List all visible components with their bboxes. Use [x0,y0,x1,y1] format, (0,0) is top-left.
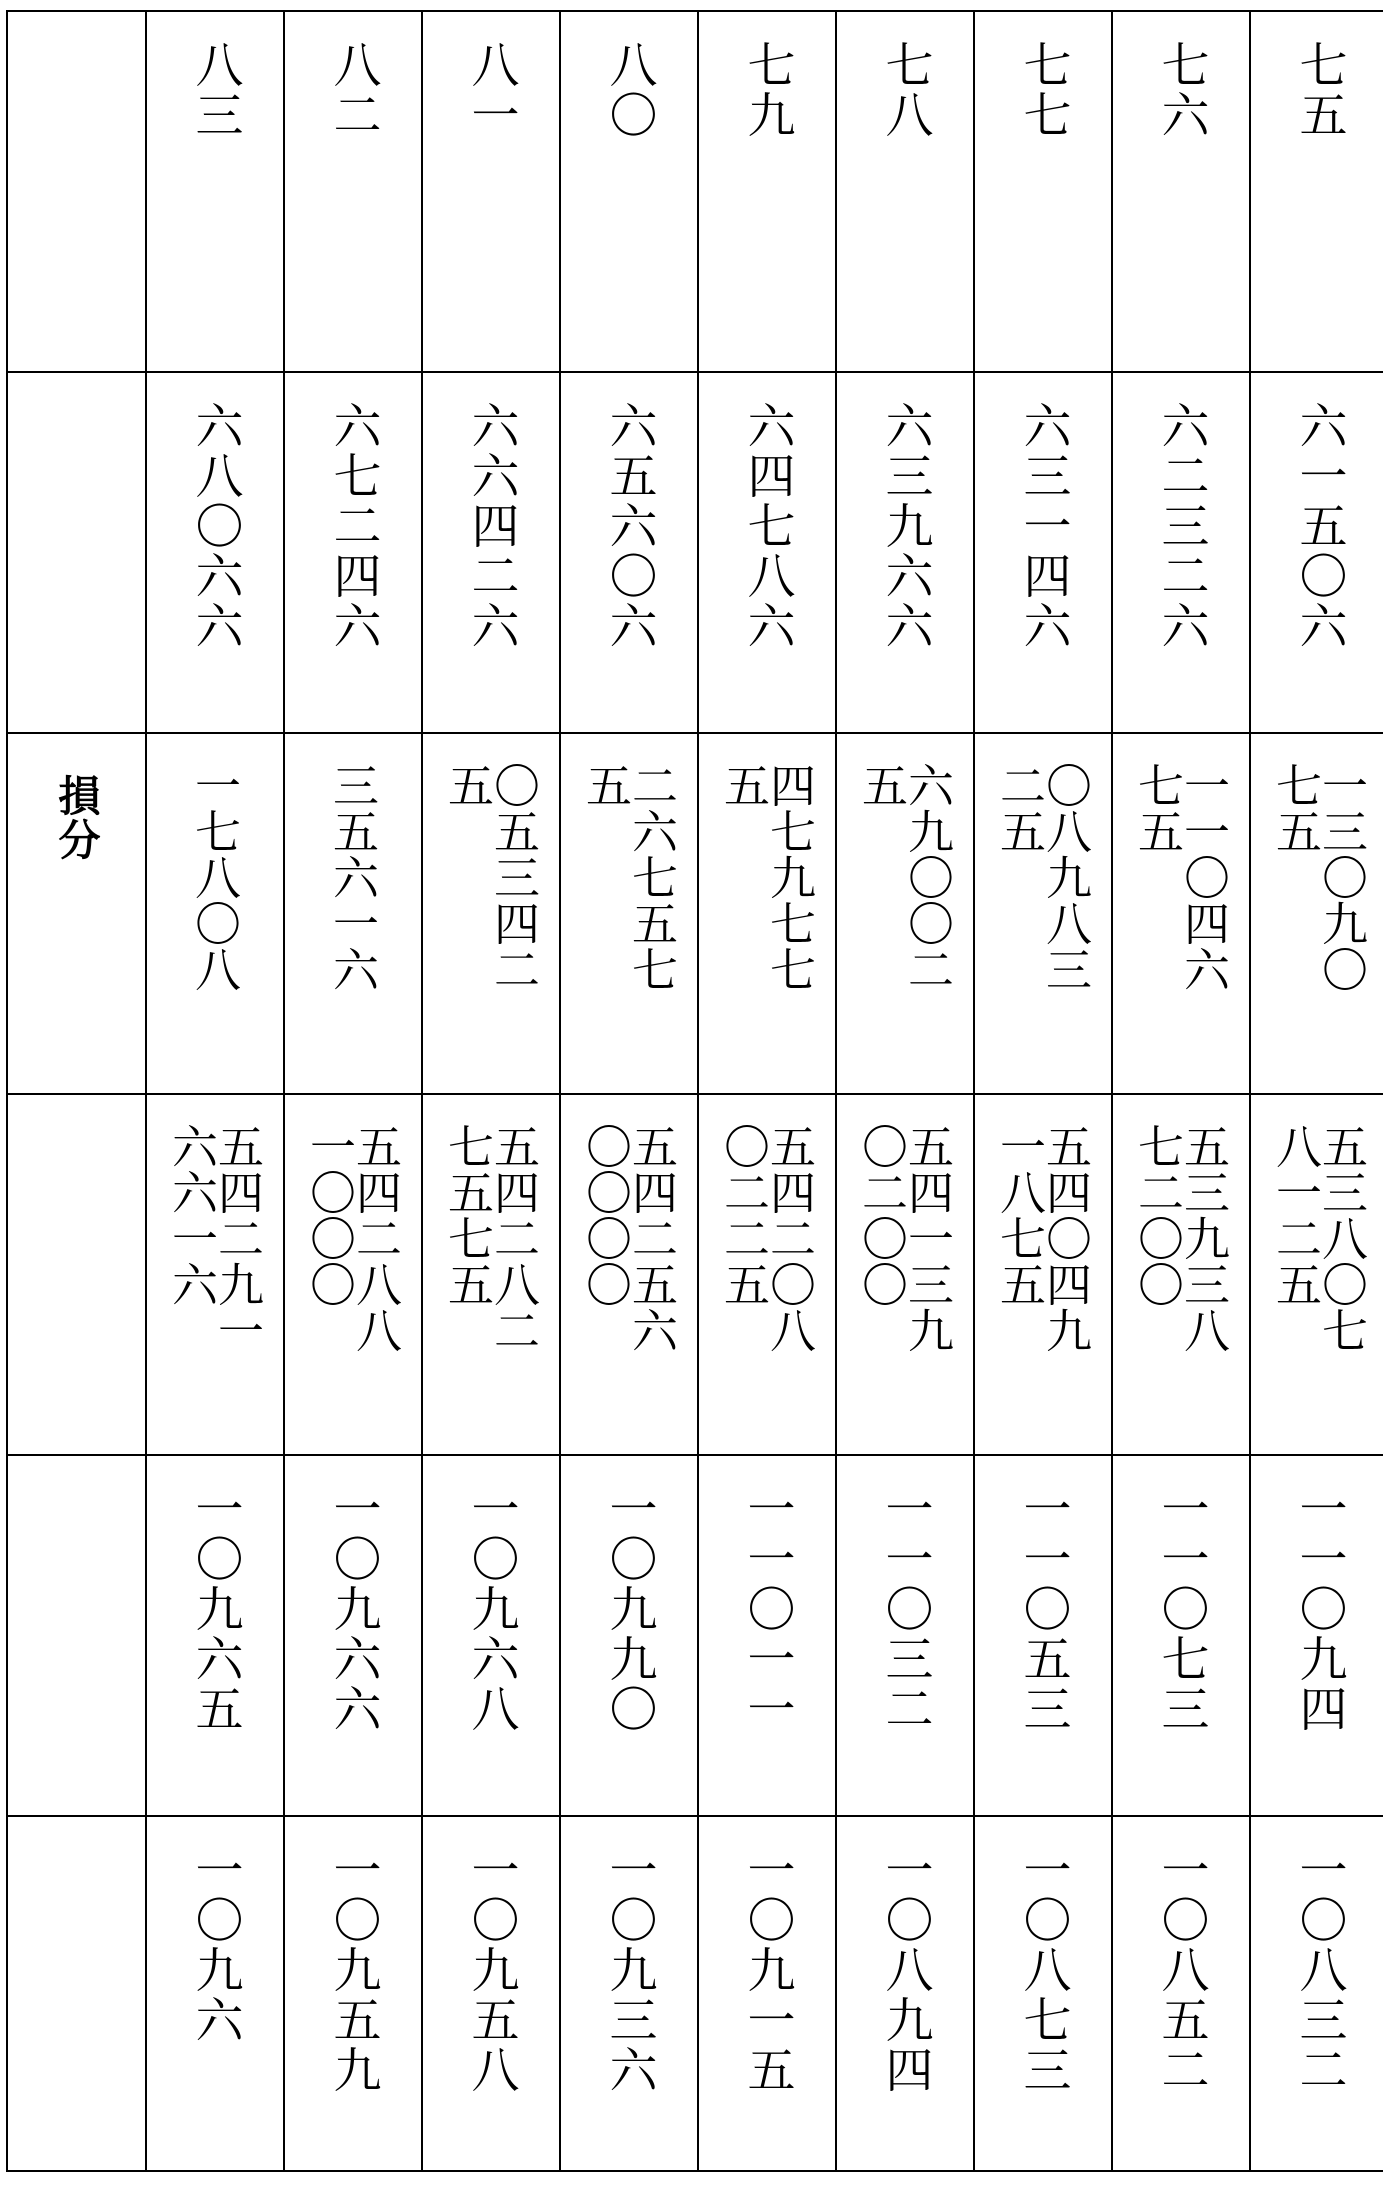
cell-text: 六一五〇六 [1291,401,1347,651]
cell-text: 八一二五 [1269,1123,1323,1307]
cell-text: 七五 [1269,762,1323,854]
cell-content [1113,734,1249,1093]
table-cell [698,11,836,372]
cell-text: 七五 [1291,40,1347,140]
cell-content [1251,373,1383,732]
table-cell [146,733,284,1094]
cell-text: 七八 [877,40,933,140]
multi-column-text [1131,762,1231,992]
cell-content [1251,1456,1383,1815]
table-cell [146,1094,284,1455]
row-label-cell [7,733,146,1094]
cell-content [975,1817,1111,2170]
cell-text: 一〇九九〇 [601,1484,657,1734]
cell-text: 五四〇四九 [1039,1123,1093,1353]
cell-content [699,1456,835,1815]
cell-content [699,734,835,1093]
table-cell [146,1455,284,1816]
cell-text: 八一 [463,40,519,140]
row-label-wrapper [8,734,145,862]
cell-text: 一〇八九四 [877,1845,933,2095]
cell-content [423,373,559,732]
cell-content [561,373,697,732]
table-cell [1112,1816,1250,2171]
table-row [7,733,1383,1094]
cell-content [837,734,973,1093]
cell-text: 六九〇〇二 [901,762,955,992]
table-cell [560,11,698,372]
multi-column-text [1269,762,1369,992]
cell-content [1113,1456,1249,1815]
cell-content [561,734,697,1093]
table-cell [1250,733,1383,1094]
table-row [7,1094,1383,1455]
table-cell [560,1816,698,2171]
cell-text: 〇五三四二 [487,762,541,992]
multi-column-text [579,1123,679,1353]
cell-text: 八二 [325,40,381,140]
cell-text: 一八七五 [993,1123,1047,1307]
cell-text: 六六一六 [165,1123,219,1307]
cell-content [147,1456,283,1815]
cell-text: 六六四二六 [463,401,519,651]
cell-text: 五四一三九 [901,1123,955,1353]
table-cell [836,372,974,733]
multi-column-text [993,762,1093,992]
cell-content [147,1817,283,2170]
multi-column-text [303,1123,403,1353]
table-cell [698,1094,836,1455]
cell-content [285,734,421,1093]
table-cell [836,733,974,1094]
row-label-cell [7,1094,146,1455]
ledger-table [6,10,1383,2172]
table-cell [560,733,698,1094]
cell-text: 一一〇一一 [739,1484,795,1734]
cell-content [975,373,1111,732]
cell-content [975,1095,1111,1454]
multi-column-text [717,1123,817,1353]
cell-text: 一〇九六八 [463,1484,519,1734]
table-cell [836,1816,974,2171]
cell-content [147,12,283,371]
cell-text: 六八〇六六 [187,401,243,651]
multi-column-text [993,1123,1093,1353]
cell-content [423,1817,559,2170]
multi-column-text [1269,1123,1369,1353]
table-cell [1250,372,1383,733]
cell-content [837,1095,973,1454]
table-cell [974,372,1112,733]
multi-column-text [165,1123,265,1353]
cell-content [975,734,1111,1093]
multi-column-text [441,762,541,992]
table-cell [560,1094,698,1455]
multi-column-text [579,762,679,992]
cell-content [285,1817,421,2170]
cell-text: 一〇九一五 [739,1845,795,2095]
multi-column-text [188,762,242,992]
cell-text: 一一〇七三 [1153,1484,1209,1734]
table-cell [422,1816,560,2171]
cell-content [285,1456,421,1815]
cell-text: 一〇九六六 [325,1484,381,1734]
table-cell [422,733,560,1094]
ledger-table-body [7,11,1383,2171]
cell-text: 一〇八五二 [1153,1845,1209,2095]
cell-text: 二五 [993,762,1047,854]
cell-text: 七九 [739,40,795,140]
table-cell [284,1455,422,1816]
cell-content [561,12,697,371]
row-label-cell [7,11,146,372]
row-label: 損分 [52,774,102,862]
cell-text: 一〇九六 [187,1845,243,2045]
table-cell [284,11,422,372]
table-cell [560,372,698,733]
table-row [7,1816,1383,2171]
cell-text: 一一〇九四 [1291,1484,1347,1734]
multi-column-text [1131,1123,1231,1353]
table-cell [422,1455,560,1816]
cell-content [699,12,835,371]
cell-content [699,1095,835,1454]
table-cell [284,1094,422,1455]
table-cell [284,733,422,1094]
multi-column-text [855,1123,955,1353]
cell-text: 五 [717,762,771,808]
table-cell [836,1094,974,1455]
table-cell [422,1094,560,1455]
table-cell [698,1816,836,2171]
ledger-table-wrapper [6,10,1372,2170]
cell-text: 一一〇五三 [1015,1484,1071,1734]
cell-text: 六二三二六 [1153,401,1209,651]
table-cell [1112,1455,1250,1816]
cell-text: 五 [579,762,633,808]
cell-text: 五 [441,762,495,808]
row-label-wrapper [8,1817,145,1857]
cell-content [1113,373,1249,732]
cell-text: 七六 [1153,40,1209,140]
cell-content [1113,12,1249,371]
row-label-wrapper [8,12,145,52]
cell-text: 一一〇三二 [877,1484,933,1734]
cell-text: 一〇〇〇 [303,1123,357,1307]
table-cell [974,1816,1112,2171]
table-cell [1112,733,1250,1094]
cell-content [147,373,283,732]
table-row [7,1455,1383,1816]
cell-text: 一一〇四六 [1177,762,1231,992]
table-row [7,11,1383,372]
table-cell [698,372,836,733]
row-label-cell [7,372,146,733]
cell-content [423,734,559,1093]
cell-content [975,12,1111,371]
cell-text: 五三八〇七 [1315,1123,1369,1353]
cell-content [1113,1817,1249,2170]
table-cell [974,11,1112,372]
cell-text: 三五六一六 [326,762,380,992]
cell-text: 五四二九一 [211,1123,265,1353]
cell-text: 五三九三八 [1177,1123,1231,1353]
cell-text: 一七八〇八 [188,762,242,992]
table-row [7,372,1383,733]
table-cell [974,733,1112,1094]
cell-text: 一〇九五九 [325,1845,381,2095]
cell-text: 六五六〇六 [601,401,657,651]
table-cell [146,1816,284,2171]
cell-content [423,1456,559,1815]
cell-text: 四七九七七 [763,762,817,992]
cell-text: 〇〇〇〇 [579,1123,633,1307]
cell-content [699,373,835,732]
cell-text: 二六七五七 [625,762,679,992]
cell-text: 〇二二五 [717,1123,771,1307]
row-label-wrapper [8,1095,145,1135]
cell-text: 八〇 [601,40,657,140]
cell-text: 一〇九五八 [463,1845,519,2095]
cell-text: 七五七五 [441,1123,495,1307]
cell-text: 七五 [1131,762,1185,854]
row-label-wrapper [8,373,145,413]
cell-content [423,12,559,371]
table-cell [1250,1094,1383,1455]
table-cell [1250,1455,1383,1816]
cell-content [147,1095,283,1454]
table-cell [560,1455,698,1816]
cell-text: 六七二四六 [325,401,381,651]
cell-text: 五四二八二 [487,1123,541,1353]
cell-content [423,1095,559,1454]
cell-content [837,1456,973,1815]
cell-content [837,12,973,371]
cell-content [285,1095,421,1454]
cell-text: 五四二八八 [349,1123,403,1353]
cell-content [147,734,283,1093]
cell-text: 一三〇九〇 [1315,762,1369,992]
table-cell [836,1455,974,1816]
table-cell [146,11,284,372]
table-cell [422,11,560,372]
table-cell [422,372,560,733]
table-cell [1112,11,1250,372]
table-cell [1112,1094,1250,1455]
cell-content [837,373,973,732]
cell-content [561,1817,697,2170]
cell-text: 六四七八六 [739,401,795,651]
table-cell [284,372,422,733]
table-cell [698,733,836,1094]
cell-content [285,373,421,732]
table-cell [146,372,284,733]
cell-content [1251,734,1383,1093]
table-cell [284,1816,422,2171]
cell-text: 五四二五六 [625,1123,679,1353]
table-cell [1250,11,1383,372]
multi-column-text [441,1123,541,1353]
cell-text: 一〇九三六 [601,1845,657,2095]
row-label-cell [7,1816,146,2171]
table-cell [698,1455,836,1816]
cell-text: 八三 [187,40,243,140]
multi-column-text [855,762,955,992]
cell-text: 〇二〇〇 [855,1123,909,1307]
multi-column-text [326,762,380,992]
table-cell [1250,1816,1383,2171]
cell-content [837,1817,973,2170]
cell-text: 一〇八七三 [1015,1845,1071,2095]
cell-text: 五四二〇八 [763,1123,817,1353]
cell-content [1251,1817,1383,2170]
row-label-cell [7,1455,146,1816]
table-cell [836,11,974,372]
cell-content [1113,1095,1249,1454]
table-cell [974,1094,1112,1455]
cell-content [1251,1095,1383,1454]
cell-content [975,1456,1111,1815]
cell-content [285,12,421,371]
cell-content [561,1456,697,1815]
cell-content [1251,12,1383,371]
cell-text: 七二〇〇 [1131,1123,1185,1307]
row-label-wrapper [8,1456,145,1496]
cell-text: 〇八九八三 [1039,762,1093,992]
cell-text: 一〇八三二 [1291,1845,1347,2095]
cell-content [699,1817,835,2170]
cell-text: 一〇九六五 [187,1484,243,1734]
table-cell [974,1455,1112,1816]
multi-column-text [717,762,817,992]
cell-content [561,1095,697,1454]
cell-text: 六三九六六 [877,401,933,651]
table-cell [1112,372,1250,733]
cell-text: 五 [855,762,909,808]
cell-text: 六三一四六 [1015,401,1071,651]
cell-text: 七七 [1015,40,1071,140]
